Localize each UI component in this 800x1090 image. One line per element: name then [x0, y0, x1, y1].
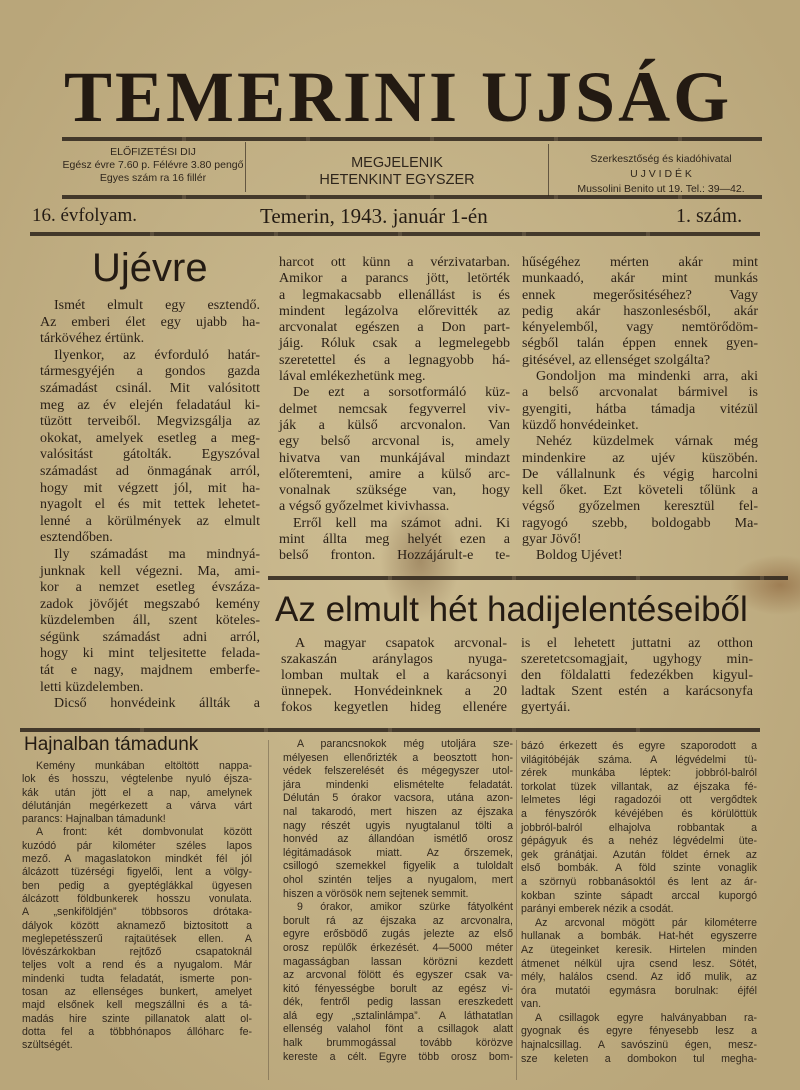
- text-line: pedig akár haszonlesésből, akár: [522, 303, 758, 319]
- text-line: magasságban lassan körözni kezdett: [283, 955, 513, 968]
- text-line: a fényszórók kévéjében és körülöttük: [521, 807, 757, 820]
- text-line: védek felszerelését és mégegyszer utol-: [283, 765, 513, 778]
- divider-vertical: [548, 144, 549, 196]
- text-line: szeretetcsomagjait, ugyhogy min-: [521, 652, 753, 667]
- text-line: gek gránátjai. Azután földet érnek az: [521, 848, 757, 861]
- text-line: lenné a körülmények az elmult: [40, 513, 260, 529]
- text-line: teljes volt a rend és a nyugalom. Már: [22, 959, 252, 972]
- text-line: gitésével, az ellenséget szolgálta?: [522, 352, 711, 368]
- text-line: kitó fényességbe borult az egész vi-: [283, 982, 513, 995]
- text-line: mindent legázolva előrevitték az: [279, 303, 510, 319]
- office-title: Szerkesztőség és kiadóhivatal: [590, 153, 732, 165]
- text-line: a legmakacsabb ellenállást is és: [279, 287, 510, 303]
- text-line: hivatva van munkájával mindazt: [279, 450, 510, 466]
- text-line: sze keleten a dombokon tul megha-: [521, 1052, 757, 1065]
- frequency-box: [246, 155, 548, 189]
- text-line: álcázott földbunkerek hosszu vonulata.: [22, 892, 252, 905]
- text-line: kák után jött el a nap, amelynek: [22, 786, 252, 799]
- text-line: delmet nemcsak fegyverrel viv-: [279, 401, 510, 417]
- frequency-line2: HETENKINT EGYSZER: [319, 172, 475, 188]
- text-line: dályok között aknamező biztositott a: [22, 919, 252, 932]
- text-line: bázó érkezett és egyre szaporodott a: [521, 740, 757, 752]
- text-line: ladtak Szent estén a karácsonyfa: [521, 684, 753, 699]
- text-line: küzdő honvédeinket.: [522, 417, 639, 433]
- text-line: délutánján megérkezett a várva várt: [22, 799, 252, 812]
- text-line: jára mindenki elismételte feladatát.: [283, 778, 513, 791]
- text-line: De vállalnunk és végig harcolni: [522, 466, 758, 482]
- text-line: a belső arcvonalat bármivel is: [522, 385, 758, 401]
- text-line: ségünk számadást adni arról,: [40, 629, 260, 645]
- text-line: hogy ki mint teljesitette felada-: [40, 646, 260, 662]
- article-title-ujevre: Ujévre: [92, 246, 208, 290]
- masthead-title: TEMERINI UJSÁG: [64, 57, 733, 137]
- text-line: hűségéhez mérten akár mint: [522, 255, 758, 270]
- text-line: a szörnyü robbanásoktól és lent az ár-: [521, 875, 757, 888]
- text-line: végső győzelmen keresztül fel-: [522, 499, 758, 515]
- text-line: első bombák. A föld szinte vonaglik: [521, 862, 757, 875]
- text-line: Gondoljon ma mindenki arra, aki: [536, 369, 758, 385]
- text-line: 9 órakor, amikor szürke fátyolként: [297, 901, 513, 914]
- article-column: [281, 636, 507, 716]
- text-line: küzdelemben áll, szent köteles-: [40, 613, 260, 629]
- text-line: gyertyái.: [521, 700, 571, 715]
- text-line: a végső győzelmet kivivhassa.: [279, 499, 450, 515]
- text-line: ják a külső arcvonalon. Van: [279, 417, 510, 433]
- text-line: szakaszán aránylagos nyuga-: [281, 652, 507, 667]
- text-line: belső fronton. Hozzájárult-e te-: [279, 548, 510, 564]
- text-line: borult rá az éjszaka az arcvonalra,: [283, 914, 513, 927]
- text-line: jobbról-balról elhajolva robbantak a: [521, 821, 757, 834]
- text-line: ségből talán éppen ennek gyen-: [522, 336, 758, 352]
- text-line: Nehéz küzdelmek várnak még: [536, 434, 758, 450]
- text-line: lelmetes légi ragadozói ott vergődtek: [521, 794, 757, 807]
- column-divider: [516, 740, 517, 1080]
- text-line: fokos kegyetlen hideg ellenére: [281, 700, 507, 715]
- place-date: Temerin, 1943. január 1-én: [260, 204, 488, 228]
- text-line: esztendőben.: [40, 530, 113, 546]
- text-line: légitámadások miatt. Az őrszemek,: [283, 846, 513, 859]
- article-column: [522, 255, 758, 565]
- text-line: gyar Jövő!: [522, 532, 582, 548]
- text-line: Ilyenkor, az évforduló határ-: [54, 347, 260, 363]
- divider-rule: [62, 137, 762, 141]
- text-line: De ezt a sorsotformáló küz-: [293, 385, 510, 401]
- article-column: [22, 760, 252, 1053]
- text-line: dotta fel a többhónapos állóharc fe-: [22, 1025, 252, 1038]
- text-line: kell őket. Ezt követeli tőlünk a: [522, 483, 758, 499]
- text-line: Erről kell ma számot adni. Ki: [293, 515, 510, 531]
- text-line: számadást csinál. Mit valósitott: [40, 380, 260, 396]
- text-line: zérek munkába léptek: jobbról-balról: [521, 767, 757, 780]
- text-line: hullanak a bombák. Hat-hét egyszerre: [521, 930, 757, 943]
- text-line: ben pedig a gyeptéglákkal ügyesen: [22, 879, 252, 892]
- text-line: munkaadó, akár mint munkás: [522, 271, 758, 287]
- text-line: egyre erősbödő zugás jelezte az első: [283, 928, 513, 941]
- text-line: parányi emberek nézik a csodát.: [521, 903, 674, 916]
- text-line: junknak kell végezni. Ma, ami-: [40, 563, 260, 579]
- text-line: tosan az ellenséges bunkert, amelyet: [22, 986, 252, 999]
- article-column: [283, 738, 513, 1064]
- text-line: A csillagok egyre halványabban ra-: [535, 1011, 757, 1024]
- text-line: mező. A magaslatokon mindkét fél jól: [22, 853, 252, 866]
- text-line: letti küzdelemben.: [40, 679, 144, 695]
- divider-rule: [268, 576, 788, 580]
- text-line: Kemény munkában eltöltött nappa-: [36, 760, 252, 772]
- text-line: is el lehetett juttatni az otthon: [521, 636, 753, 651]
- text-line: Délután 5 órakor vacsora, utána azon-: [283, 792, 513, 805]
- text-line: tármesgyéjén a gondos gazda: [40, 364, 260, 380]
- text-line: kuzódó pár kilométer széles lapos: [22, 839, 252, 852]
- text-line: Dicső honvédeink állták a: [54, 696, 260, 712]
- text-line: dék, fentről pedig lassan ereszkedett: [283, 996, 513, 1009]
- text-line: mindenki tudta feladatát, ismerte pon-: [22, 972, 252, 985]
- text-line: az arcvonal fölött és egyszer csak va-: [283, 969, 513, 982]
- text-line: kokban szinte sápadt arccal kuporgó: [521, 889, 757, 902]
- text-line: Az ütegeinket keresik. Hirtelen minden: [521, 943, 757, 956]
- divider-rule: [30, 232, 760, 236]
- text-line: egy belső arcvonal is, amely: [279, 434, 510, 450]
- subscription-title: ELŐFIZETÉSI DIJ: [110, 146, 196, 158]
- text-line: kényelemből, vagy nemtörődöm-: [522, 320, 758, 336]
- text-line: ohol szintén teljes a nyugalom, mert: [283, 873, 513, 886]
- text-line: alá egy „sztalinlámpa”. A láthatatlan: [283, 1009, 513, 1022]
- text-line: harcot ott künn a vérzivatarban.: [279, 255, 510, 270]
- text-line: Ily számadást ma mindnyá-: [54, 546, 260, 562]
- text-line: orosz repülők érkezését. 4—5000 méter: [283, 941, 513, 954]
- text-line: Boldog Ujévet!: [536, 548, 623, 564]
- article-title-hajnalban: Hajnalban támadunk: [24, 734, 199, 755]
- frequency-line1: MEGJELENIK: [351, 155, 443, 171]
- text-line: tárkövéhez értünk.: [40, 331, 145, 347]
- text-line: gyognak és egyre fényesebb lesz a: [521, 1025, 757, 1038]
- volume-label: 16. évfolyam.: [32, 205, 138, 226]
- text-line: lövészárkokban rejtőző csapatoknál: [22, 946, 252, 959]
- divider-rule: [62, 195, 762, 199]
- text-line: den földalatti fedezékben kigyul-: [521, 668, 753, 683]
- text-line: van.: [521, 998, 542, 1011]
- text-line: lával emlékezhetünk meg.: [279, 369, 426, 385]
- subscription-single: Egyes szám ra 16 fillér: [99, 172, 207, 184]
- text-line: okokat, amelyek esetleg a meg-: [40, 430, 260, 446]
- text-line: valósitást gátolták. Egyszóval: [40, 447, 260, 463]
- text-line: kereste a célt. Egyre több orosz bom-: [283, 1050, 513, 1063]
- subscription-prices: Egész évre 7.60 p. Félévre 3.80 pengő: [62, 159, 244, 171]
- text-line: arcvonalat egészen a Don part-: [279, 320, 510, 336]
- text-line: álcázott tüzérségi figyelői, lent a völgy-: [22, 866, 252, 879]
- text-line: hajnalcsillag. A savószinü égen, mesz-: [521, 1039, 757, 1052]
- text-line: tát e nagy, majdnem emberfe-: [40, 663, 260, 679]
- text-line: meg az év elején feladatául ki-: [40, 397, 260, 413]
- office-city: U J V I D É K: [630, 168, 692, 180]
- text-line: mint állta meg helyét ezen a: [279, 532, 510, 548]
- text-line: átmenet nélkül ujra csend lesz. Sötét,: [521, 957, 757, 970]
- text-line: óra mutatói egymásra borulnak: éjfél: [521, 984, 757, 997]
- text-line: világitóbéják száma. A légvédelmi tü-: [521, 753, 757, 766]
- article-column: [40, 298, 260, 713]
- text-line: lomban multak el a karácsonyi: [281, 668, 507, 683]
- divider-rule: [20, 728, 760, 732]
- text-line: A „senkiföldjén” többsoros drótaka-: [22, 906, 252, 919]
- office-box: [556, 152, 766, 197]
- article-title-hadijelentes: Az elmult hét hadijelentéseiből: [275, 590, 748, 629]
- text-line: jáig. Róluk csak a legmelegebb: [279, 336, 510, 352]
- text-line: Ismét elmult egy esztendő.: [54, 298, 260, 313]
- text-line: zadok jövőjét megszabó kemény: [40, 596, 260, 612]
- text-line: mélyesen ellenőrizték a beosztott hon-: [283, 751, 513, 764]
- text-line: honvéd az állandóan ismétlő orosz: [283, 833, 513, 846]
- text-line: szeretettel és a legnagyobb há-: [279, 352, 510, 368]
- text-line: kor a nemzet esetleg évszáza-: [40, 580, 260, 596]
- text-line: Az arcvonal mögött pár kilométerre: [535, 916, 757, 929]
- text-line: gépágyuk és a nehéz légvédelmi üte-: [521, 835, 757, 848]
- issue-number: 1. szám.: [676, 205, 743, 227]
- text-line: előteremteni, amire a külső arc-: [279, 466, 510, 482]
- article-column: [521, 636, 753, 716]
- text-line: nagy részét ugyis nyugtalanul tölti a: [283, 819, 513, 832]
- text-line: parancs: Hajnalban támadunk!: [22, 813, 166, 826]
- text-line: számadást ad önmagának arról,: [40, 463, 260, 479]
- text-line: tüzött terveiből. Megvizsgálja az: [40, 414, 260, 430]
- text-line: vonalnak szüksége van, hogy: [279, 483, 510, 499]
- text-line: halk brummogással tovább körözve: [283, 1037, 513, 1050]
- column-divider: [268, 740, 269, 1080]
- text-line: A front: két dombvonulat között: [36, 826, 252, 839]
- text-line: csillogó szemekkel figyelik a tuloldalt: [283, 860, 513, 873]
- text-line: A parancsnokok még utoljára sze-: [297, 738, 513, 750]
- subscription-box: [62, 146, 244, 185]
- text-line: torkolat tüzek villantak, az éjszaka fé-: [521, 780, 757, 793]
- text-line: hiszen a vörösök nem sejtenek semmit.: [283, 887, 469, 900]
- text-line: mindenkire az ujév küszöbén.: [522, 450, 758, 466]
- text-line: hogy mit végzett jól, mit ha-: [40, 480, 260, 496]
- office-address: Mussolini Benito ut 19. Tel.: 39—42.: [577, 183, 745, 195]
- text-line: ragyogó szebb, boldogabb Ma-: [522, 515, 758, 531]
- text-line: szültségét.: [22, 1039, 73, 1052]
- text-line: ennek megerősitéséhez? Vagy: [522, 287, 758, 303]
- article-column: [521, 740, 757, 1066]
- text-line: Amikor a parancs jött, letörték: [279, 271, 510, 287]
- text-line: nyagolt el és mit tettek lehetet-: [40, 497, 260, 513]
- text-line: ellenség valahol fönt a csillagok alatt: [283, 1023, 513, 1036]
- text-line: ünnepek. Honvédeinknek a 20: [281, 684, 507, 699]
- text-line: majd elsőnek kell megszállni és a tá-: [22, 999, 252, 1012]
- text-line: Az emberi élet egy ujabb ha-: [40, 314, 260, 330]
- text-line: A magyar csapatok arcvonal-: [295, 636, 507, 651]
- text-line: nal takarodó, mert hiszen az éjszaka: [283, 805, 513, 818]
- article-column: [279, 255, 510, 565]
- text-line: mély, halálos csend. Az idő mulik, az: [521, 971, 757, 984]
- text-line: gyengiti, hátba támadja vitézül: [522, 401, 758, 417]
- text-line: meglepetésszerű rajtaütések ellen. A: [22, 932, 252, 945]
- text-line: lok és hosszu, végtelenbe nyuló éjsza-: [22, 773, 252, 786]
- text-line: madás hire szinte pillanatok alatt ol-: [22, 1012, 252, 1025]
